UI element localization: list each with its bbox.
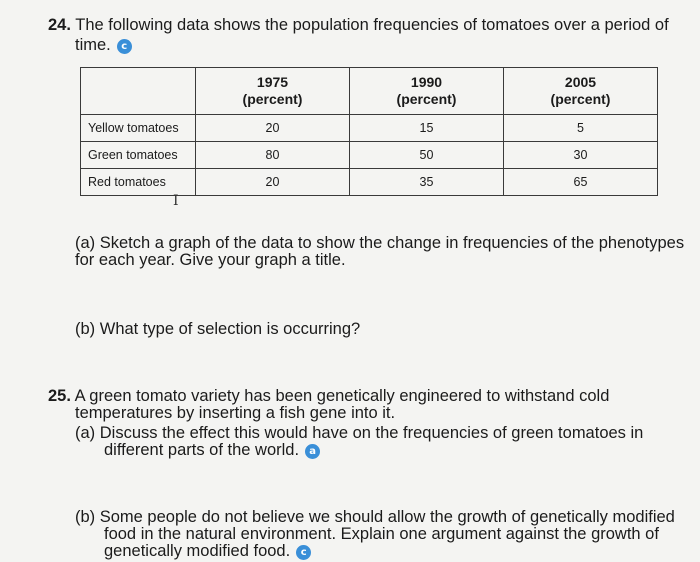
table-cell: 15 [350,115,504,142]
text-cursor-icon: I [173,193,179,209]
table-cell: 50 [350,142,504,169]
q24-stem-line2 [75,35,132,55]
table-cell: 65 [504,169,658,196]
table-cell: 35 [350,169,504,196]
table-row [81,115,658,142]
table-cell: 5 [504,115,658,142]
q25-stem-line2: temperatures by inserting a fish gene into it. [75,404,396,422]
q25-part-b-line3 [104,541,311,561]
row-label: Red tomatoes [81,169,196,196]
q25-part-b-line2: food in the natural environment. Explain one argument against the growth of [104,525,659,543]
q24-text-line2: time. [75,36,111,54]
table-header-empty [81,68,196,115]
q24-text-line1: The following data shows the population frequencies of tomatoes over a period of [75,16,669,34]
info-badge-icon[interactable]: c [296,545,311,560]
info-badge-icon[interactable]: c [117,39,132,54]
header-unit: (percent) [550,91,611,107]
header-year: 1990 [410,74,443,90]
table-header-1975 [196,68,350,115]
table-header-2005 [504,68,658,115]
q25-part-a-line1: (a) Discuss the effect this would have on the frequencies of green tomatoes in [75,424,644,442]
table-cell: 20 [196,169,350,196]
q24-part-b: (b) What type of selection is occurring? [75,320,361,338]
q24-part-a-line1: (a) Sketch a graph of the data to show the change in frequencies of the phenotypes [75,234,685,252]
q25-text-line1: A green tomato variety has been genetically engineered to withstand cold [74,387,610,405]
q24-stem-line1 [48,15,669,35]
table-cell: 20 [196,115,350,142]
q24-number: 24. [48,16,71,34]
header-unit: (percent) [242,91,303,107]
info-badge-icon[interactable]: a [305,444,320,459]
q25-part-b-text: genetically modified food. [104,542,291,560]
q25-number: 25. [48,387,71,405]
header-year: 2005 [564,74,597,90]
row-label: Green tomatoes [81,142,196,169]
header-year: 1975 [256,74,289,90]
tomato-frequency-table [80,67,658,196]
q25-part-a-text: different parts of the world. [104,441,300,459]
table-cell: 80 [196,142,350,169]
header-unit: (percent) [396,91,457,107]
q25-part-a-line2 [104,440,320,460]
table-cell: 30 [504,142,658,169]
q25-part-b-line1: (b) Some people do not believe we should allow the growth of genetically modified [75,508,675,526]
q24-part-a-line2: for each year. Give your graph a title. [75,251,346,269]
table-header-1990 [350,68,504,115]
table-row [81,169,658,196]
table-row [81,142,658,169]
row-label: Yellow tomatoes [81,115,196,142]
table-header-row [81,68,658,115]
